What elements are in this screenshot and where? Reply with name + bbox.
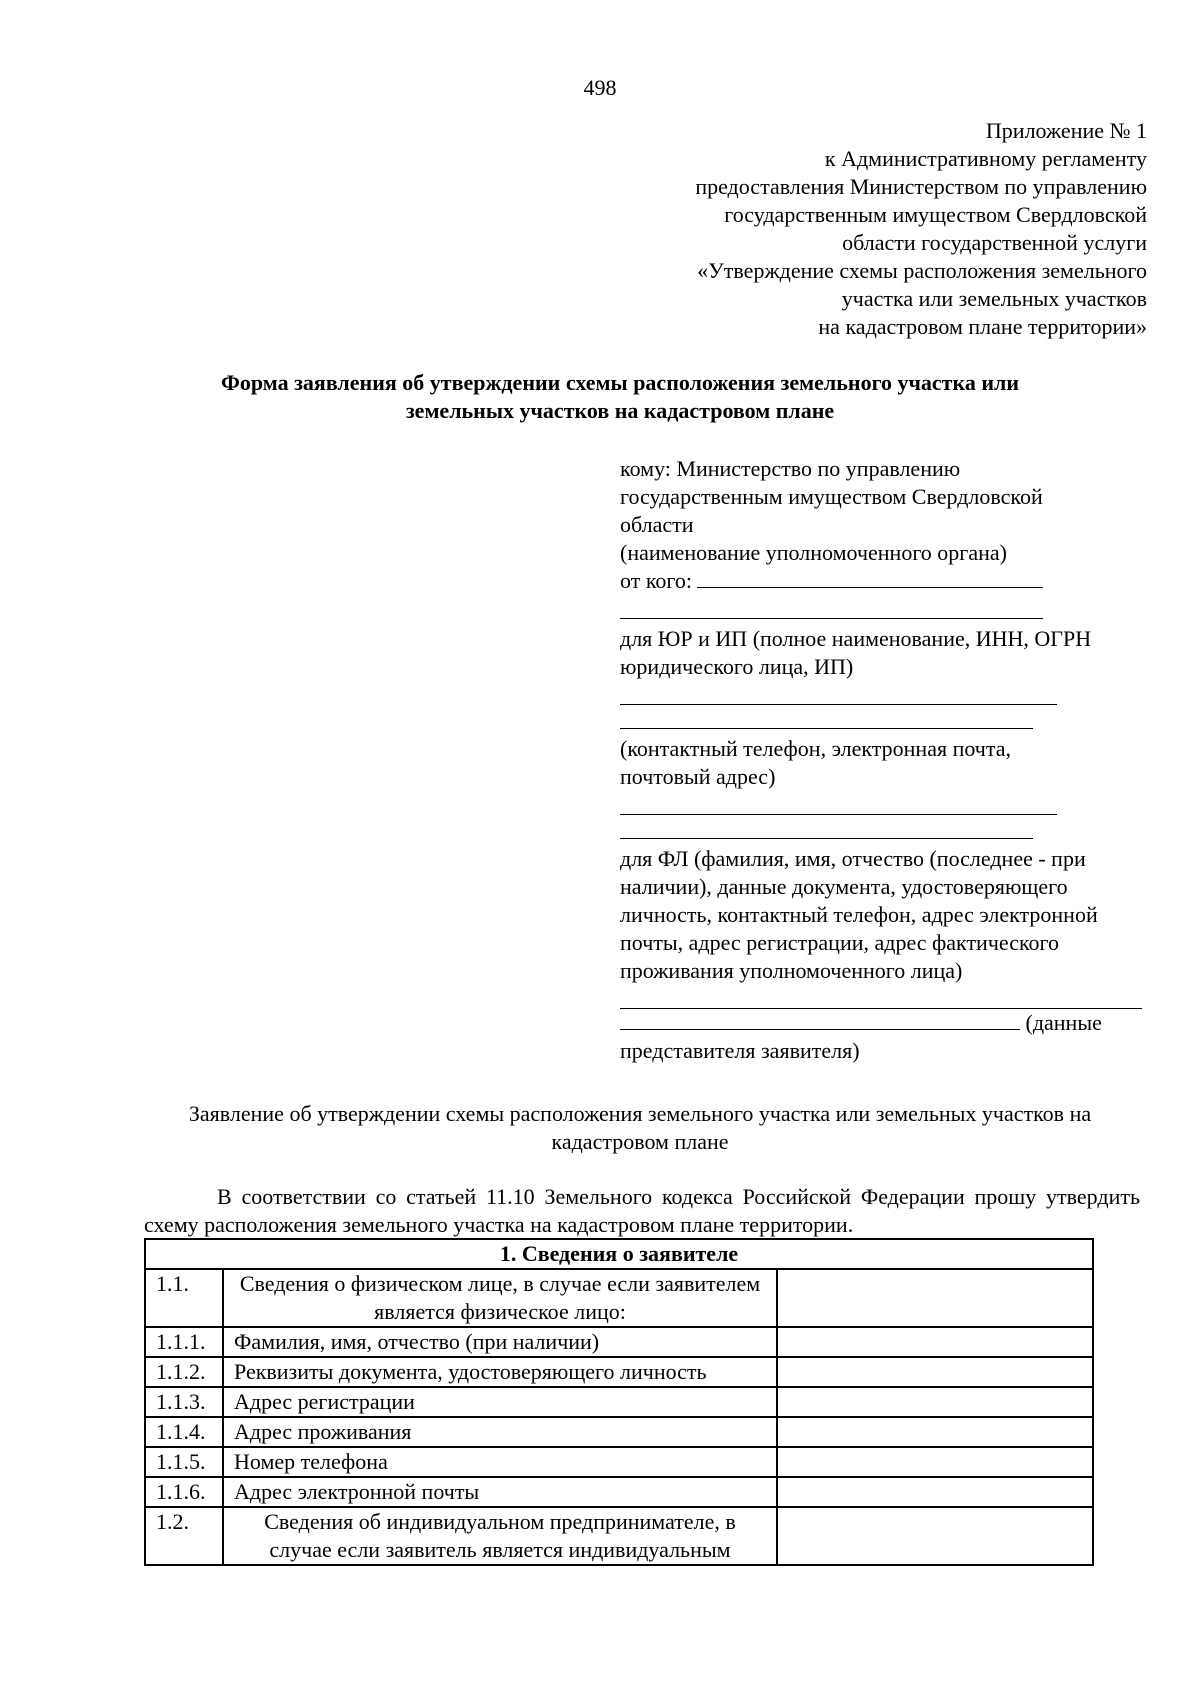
contact-blank-line[interactable]	[620, 813, 1057, 815]
row-number: 1.2.	[145, 1507, 223, 1565]
table-row	[145, 1269, 1093, 1327]
row-label: Сведения об индивидуальном предпринимателе, в случае если заявитель является индивидуальным	[223, 1507, 777, 1565]
row-number: 1.1.3.	[145, 1387, 223, 1417]
row-value-cell[interactable]	[777, 1417, 1093, 1447]
to-line: государственным имуществом Свердловской	[620, 484, 1043, 509]
appendix-line: Приложение № 1	[985, 118, 1147, 143]
appendix-line: к Административному регламенту	[824, 146, 1147, 171]
individual-caption: наличии), данные документа, удостоверяющего	[620, 874, 1068, 899]
addressee-block	[620, 455, 1160, 1065]
table-row	[145, 1507, 1093, 1565]
statement-title-line: Заявление об утверждении схемы расположения земельного участка или земельных участков на	[188, 1101, 1092, 1126]
representative-caption-2: представителя заявителя)	[620, 1038, 860, 1063]
legal-blank-line[interactable]	[620, 703, 1057, 705]
row-number: 1.1.5.	[145, 1447, 223, 1477]
individual-caption: личность, контактный телефон, адрес электронной	[620, 902, 1098, 927]
row-number: 1.1.2.	[145, 1357, 223, 1387]
statement-title	[140, 1100, 1140, 1156]
table-row	[145, 1447, 1093, 1477]
row-value-cell[interactable]	[777, 1387, 1093, 1417]
to-line: области	[620, 512, 694, 537]
row-value-cell[interactable]	[777, 1327, 1093, 1357]
representative-caption: (данные	[1025, 1010, 1102, 1035]
representative-row	[620, 1009, 1160, 1037]
from-row	[620, 567, 1160, 595]
to-line: кому: Министерство по управлению	[620, 456, 961, 481]
statement-title-line: кадастровом плане	[551, 1129, 729, 1154]
appendix-line: на кадастровом плане территории»	[818, 314, 1147, 339]
row-label: Адрес электронной почты	[223, 1477, 777, 1507]
section-title: 1. Сведения о заявителе	[145, 1239, 1093, 1269]
appendix-line: предоставления Министерством по управлению	[695, 174, 1147, 199]
form-title	[140, 369, 1100, 425]
legal-caption: для ЮР и ИП (полное наименование, ИНН, ОГРН	[620, 626, 1092, 651]
row-value-cell[interactable]	[777, 1477, 1093, 1507]
table-row	[145, 1417, 1093, 1447]
row-label: Адрес проживания	[223, 1417, 777, 1447]
applicant-info-table	[144, 1238, 1094, 1566]
table-row	[145, 1387, 1093, 1417]
row-label: Адрес регистрации	[223, 1387, 777, 1417]
row-label: Реквизиты документа, удостоверяющего личность	[223, 1357, 777, 1387]
row-label: Фамилия, имя, отчество (при наличии)	[223, 1327, 777, 1357]
appendix-line: «Утверждение схемы расположения земельного	[697, 258, 1147, 283]
appendix-line: участка или земельных участков	[841, 286, 1147, 311]
table-section-header	[145, 1239, 1093, 1269]
row-number: 1.1.6.	[145, 1477, 223, 1507]
contact-caption: почтовый адрес)	[620, 764, 776, 789]
appendix-header	[447, 117, 1147, 341]
row-number: 1.1.4.	[145, 1417, 223, 1447]
page-number: 498	[583, 75, 617, 100]
row-value-cell[interactable]	[777, 1269, 1093, 1327]
row-value-cell[interactable]	[777, 1507, 1093, 1565]
intro-paragraph: В соответствии со статьей 11.10 Земельного кодекса Российской Федерации прошу утвердить схему расположения земельного участка на кадастровом плане территории.	[144, 1184, 1140, 1237]
to-caption: (наименование уполномоченного органа)	[620, 540, 1007, 565]
individual-caption: почты, адрес регистрации, адрес фактического	[620, 930, 1060, 955]
individual-caption: проживания уполномоченного лица)	[620, 958, 963, 983]
table-row	[145, 1327, 1093, 1357]
contact-caption: (контактный телефон, электронная почта,	[620, 736, 1011, 761]
representative-input-line[interactable]	[620, 1009, 1020, 1030]
form-title-line: Форма заявления об утверждении схемы расположения земельного участка или	[220, 370, 1020, 395]
row-label: Номер телефона	[223, 1447, 777, 1477]
table-row	[145, 1477, 1093, 1507]
from-input-line[interactable]	[697, 567, 1043, 588]
row-number: 1.1.1.	[145, 1327, 223, 1357]
appendix-line: области государственной услуги	[842, 230, 1147, 255]
individual-caption: для ФЛ (фамилия, имя, отчество (последнее - при	[620, 846, 1086, 871]
legal-caption: юридического лица, ИП)	[620, 654, 854, 679]
form-title-line: земельных участков на кадастровом плане	[405, 398, 835, 423]
appendix-line: государственным имуществом Свердловской	[724, 202, 1147, 227]
table-row	[145, 1357, 1093, 1387]
row-value-cell[interactable]	[777, 1447, 1093, 1477]
row-number: 1.1.	[145, 1269, 223, 1327]
row-label: Сведения о физическом лице, в случае если заявителем является физическое лицо:	[223, 1269, 777, 1327]
row-value-cell[interactable]	[777, 1357, 1093, 1387]
from-label: от кого:	[620, 568, 692, 593]
